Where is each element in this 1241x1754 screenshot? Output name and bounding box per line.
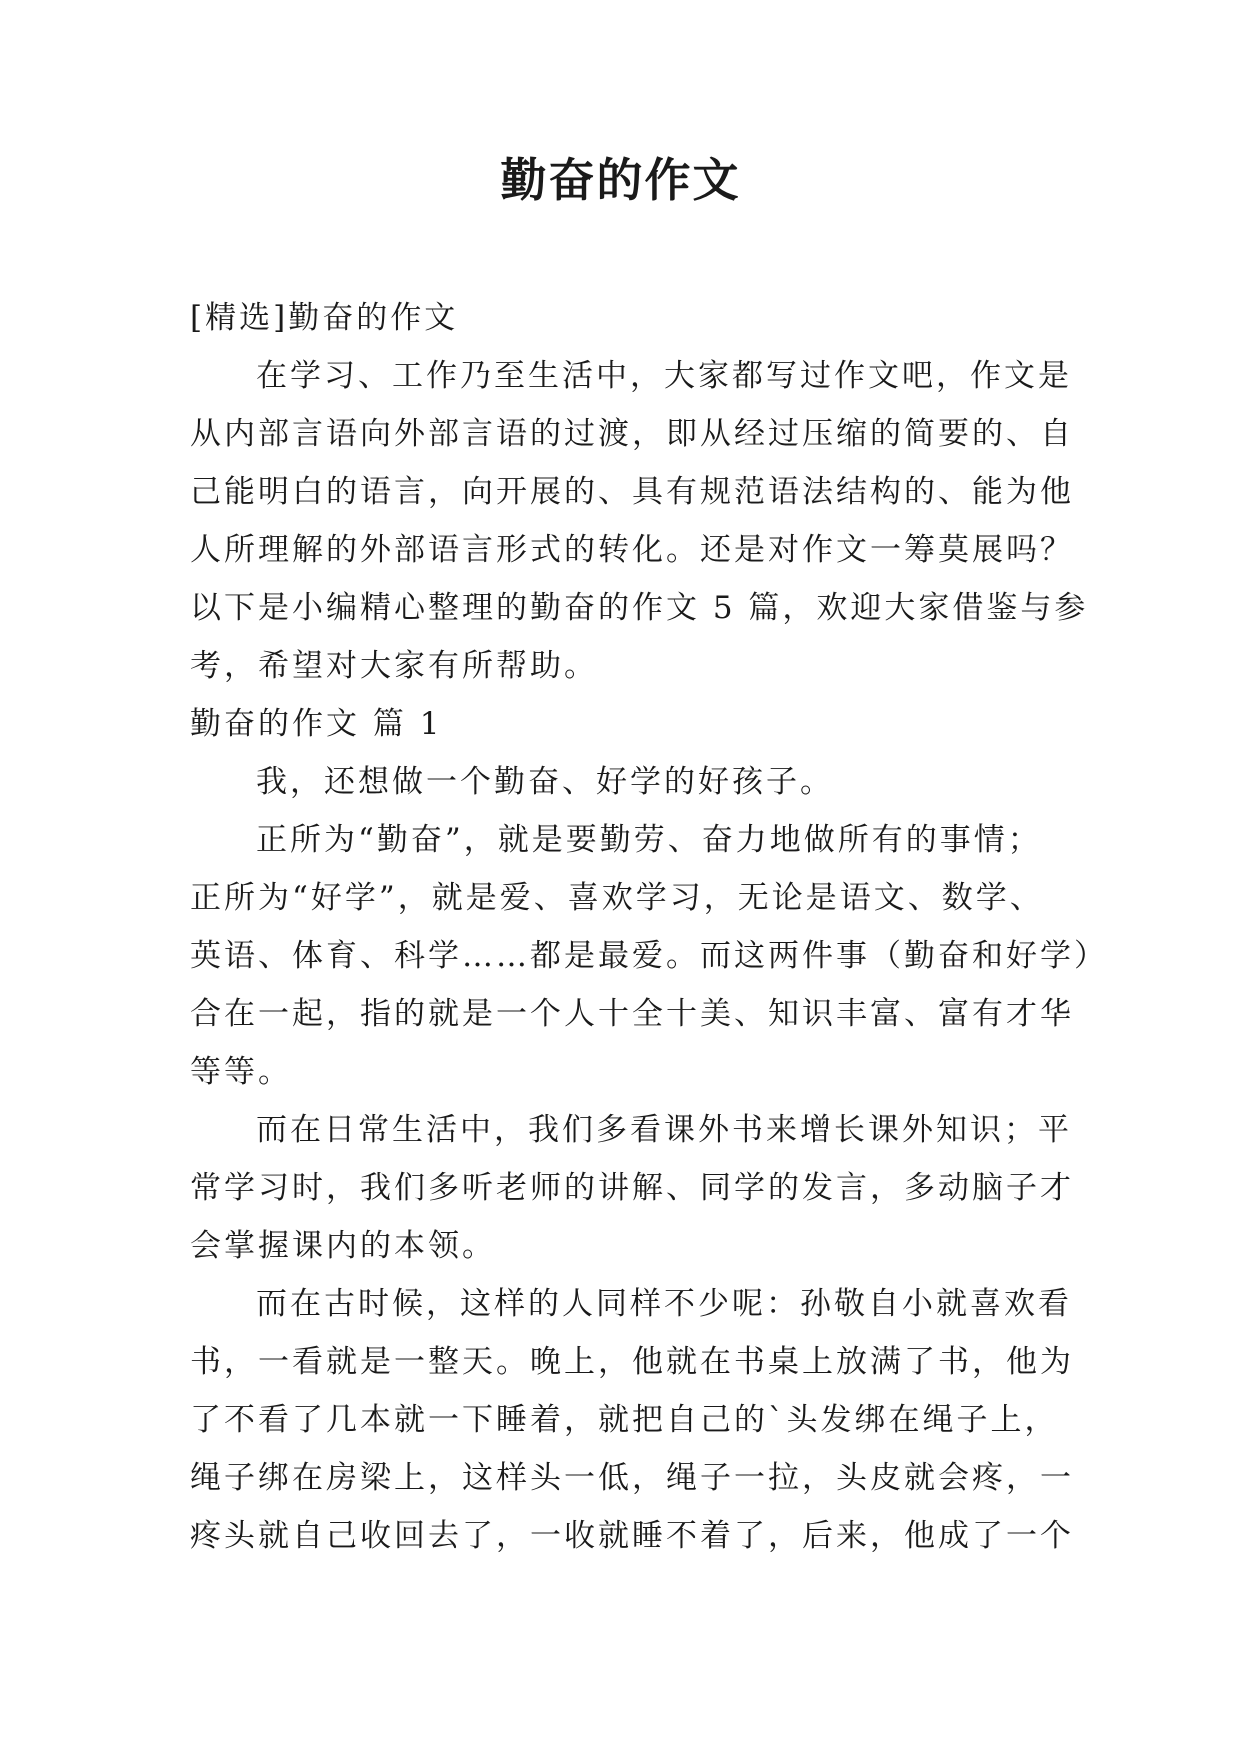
text-line: 考，希望对大家有所帮助。 — [190, 648, 598, 684]
text-line: 等等。 — [190, 1054, 292, 1090]
text-line: 书，一看就是一整天。晚上，他就在书桌上放满了书，他为 — [190, 1344, 1074, 1380]
text-line: 绳子绑在房梁上，这样头一低，绳子一拉，头皮就会疼，一 — [190, 1460, 1074, 1496]
text-line: 从内部言语向外部言语的过渡，即从经过压缩的简要的、自 — [190, 416, 1074, 452]
document-title: 勤奋的作文 — [500, 153, 741, 207]
text-line: 以下是小编精心整理的勤奋的作文 5 篇，欢迎大家借鉴与参 — [190, 590, 1089, 626]
text-line: 而在古时候，这样的人同样不少呢：孙敬自小就喜欢看 — [256, 1286, 1072, 1322]
text-line: 人所理解的外部语言形式的转化。还是对作文一筹莫展吗？ — [190, 532, 1074, 568]
text-line: 英语、体育、科学……都是最爱。而这两件事（勤奋和好学） — [190, 938, 1108, 974]
subtitle-line: [精选]勤奋的作文 — [190, 300, 459, 336]
text-line: 疼头就自己收回去了，一收就睡不着了，后来，他成了一个 — [190, 1518, 1074, 1554]
text-line: 合在一起，指的就是一个人十全十美、知识丰富、富有才华 — [190, 996, 1074, 1032]
text-line: 在学习、工作乃至生活中，大家都写过作文吧，作文是 — [256, 358, 1072, 394]
text-line: 正所为“好学”，就是爱、喜欢学习，无论是语文、数学、 — [190, 880, 1044, 916]
text-line: 会掌握课内的本领。 — [190, 1228, 496, 1264]
text-line: 我，还想做一个勤奋、好学的好孩子。 — [256, 764, 834, 800]
text-line: 常学习时，我们多听老师的讲解、同学的发言，多动脑子才 — [190, 1170, 1074, 1206]
text-line: 了不看了几本就一下睡着，就把自己的`头发绑在绳子上， — [190, 1402, 1059, 1438]
text-line: 正所为“勤奋”，就是要勤劳、奋力地做所有的事情； — [256, 822, 1042, 858]
text-line: 己能明白的语言，向开展的、具有规范语法结构的、能为他 — [190, 474, 1074, 510]
section-heading: 勤奋的作文 篇 1 — [190, 706, 443, 742]
text-line: 而在日常生活中，我们多看课外书来增长课外知识；平 — [256, 1112, 1072, 1148]
